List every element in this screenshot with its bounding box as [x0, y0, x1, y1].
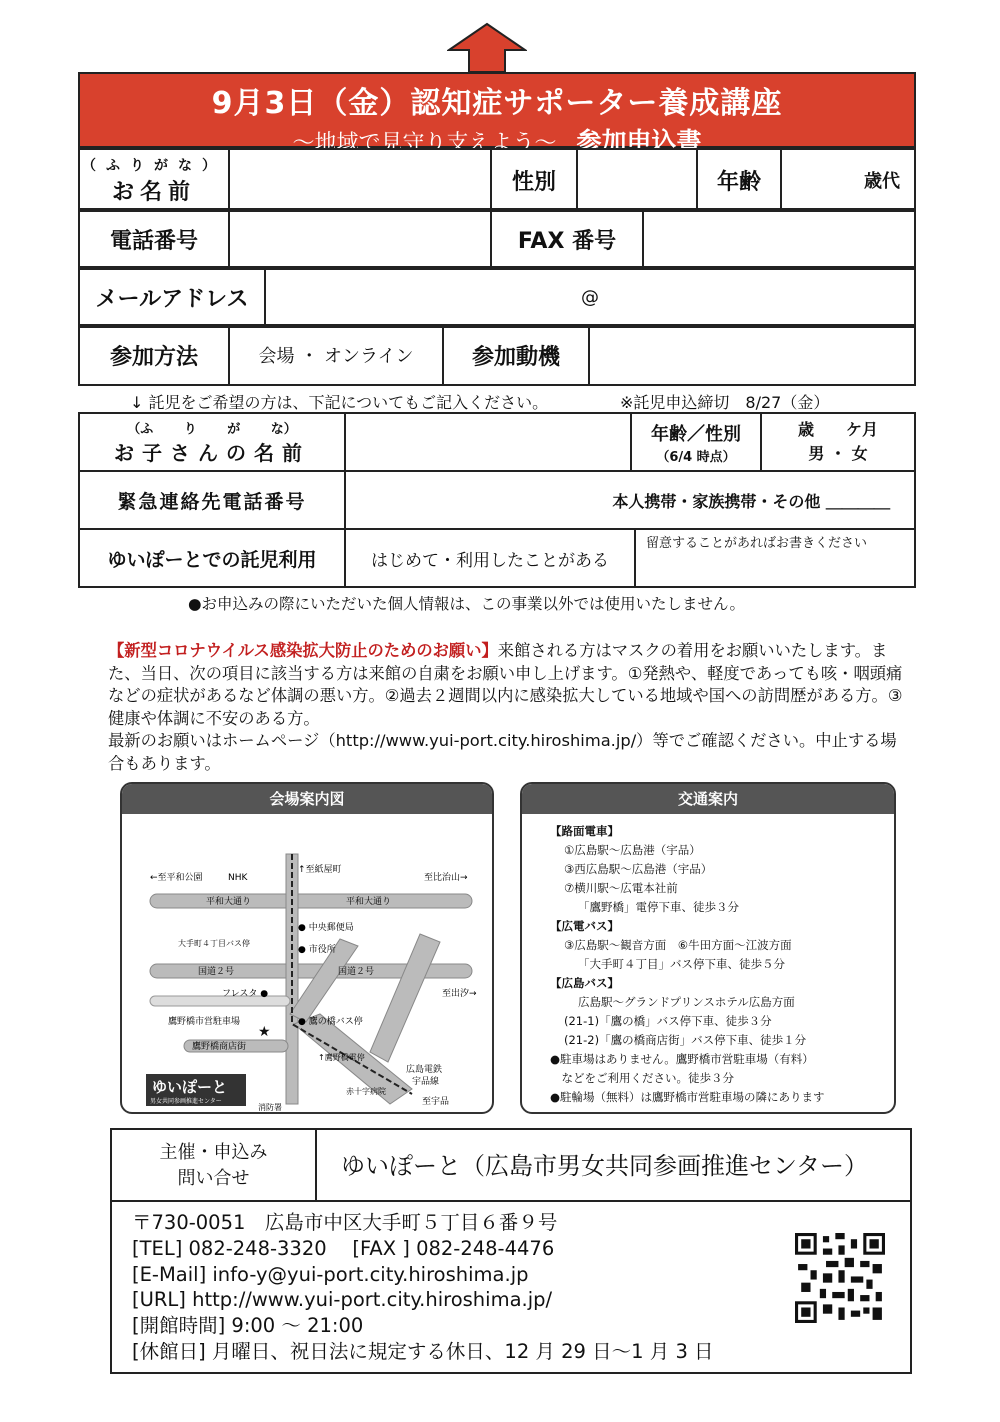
map-label-route2b: 国道２号	[338, 967, 375, 977]
child-furigana: （ふ り が な）	[127, 422, 297, 437]
map-label-tram-stop: ↑鷹野橋電停	[318, 1053, 365, 1062]
covid-heading: 【新型コロナウイルス感染拡大防止のためのお願い】	[108, 641, 498, 660]
transport-note: ●駐輪場（無料）は鷹野橋市営駐車場の隣にあります	[550, 1090, 825, 1104]
transport-sub: (21-1)「鷹の橋」バス停下車、徒歩３分	[564, 1014, 772, 1028]
map-label-parking: 鷹野橋市営駐車場	[168, 1017, 241, 1027]
closed-days: [休館日] 月曜日、祝日法に規定する休日、12 月 29 日～1 月 3 日	[132, 1339, 714, 1363]
motive-label: 参加動機	[443, 325, 589, 385]
age-gender-label: 年齢／性別	[651, 423, 741, 445]
transport-sub: 「鷹野橋」電停下車、徒歩３分	[578, 900, 739, 914]
phone-row	[78, 208, 916, 270]
transport-sub: 広島駅～グランドプリンスホテル広島方面	[578, 995, 795, 1009]
name-label: お名前	[111, 179, 196, 205]
map-label-post: ● 中央郵便局	[298, 923, 354, 933]
covid-body: 来館される方はマスクの着用をお願いいたします。また、当日、次の項目に該当する方は来館の自粛をお願い申し上げます。①発熱や、軽度であっても咳・咽頭痛などの症状があるなど体調の悪い方。②過去２週間以内に感染拡大している地域や国への訪問歴がある方。③健康や体調に不安のある方。	[108, 641, 903, 728]
phone-label: 電話番号	[79, 209, 229, 269]
transport-sub: 「大手町４丁目」バス停下車、徒歩５分	[578, 957, 785, 971]
email-label: メールアドレス	[79, 267, 265, 327]
transport-note: などをご利用ください。徒歩３分	[550, 1071, 734, 1085]
map-label-fire: 消防署	[258, 1103, 282, 1112]
venue-star-icon: ★	[258, 1024, 271, 1040]
map-label-city-hall: ● 市役所	[298, 945, 336, 955]
emergency-input[interactable]: 本人携帯・家族携帯・その他 ＿＿＿＿	[345, 471, 915, 529]
transport-line: ③広島駅～観音方面 ⑥牛田方面～江波方面	[564, 938, 792, 952]
map-label-route2a: 国道２号	[198, 967, 235, 977]
organizer-info	[110, 1128, 912, 1374]
method-row	[78, 324, 916, 386]
name-label-cell	[79, 149, 229, 211]
contact-details	[132, 1210, 714, 1365]
phone-input[interactable]	[229, 209, 491, 269]
gender-options: 男 ・ 女	[808, 444, 868, 463]
age-gender-cell	[631, 413, 761, 471]
age-input[interactable]	[781, 149, 915, 211]
child-name-label-cell	[79, 413, 345, 471]
email-link[interactable]: [E-Mail] info-y@yui-port.city.hiroshima.jp	[132, 1262, 529, 1286]
emergency-row	[78, 470, 916, 530]
map-label-to-ujina: 至宇品	[422, 1097, 450, 1107]
transport-line: ⑦横川駅～広電本社前	[564, 881, 678, 895]
map-label-bus-otemachi: 大手町４丁目バス停	[178, 939, 250, 948]
venue-map	[120, 782, 494, 1114]
notes-label: 留意することがあればお書きください	[646, 536, 868, 551]
map-label-heiwa-park: ←至平和公園	[150, 873, 203, 883]
privacy-note: ●お申込みの際にいただいた個人情報は、この事業以外では使用いたしません。	[188, 595, 745, 613]
method-label: 参加方法	[79, 325, 229, 385]
usage-label: ゆいぽーとでの託児利用	[79, 529, 345, 587]
child-age-gender-input[interactable]	[761, 413, 915, 471]
transport-title: 交通案内	[522, 784, 894, 814]
transport-guide	[520, 782, 896, 1114]
child-name-input[interactable]	[345, 413, 631, 471]
child-name-label: お子さんの名前	[114, 441, 310, 465]
form-name: 参加申込書	[576, 127, 702, 156]
transport-line: ①広島駅～広島港（宇品）	[564, 843, 701, 857]
url-link[interactable]: [URL] http://www.yui-port.city.hiroshima.jp/	[132, 1288, 553, 1312]
up-arrow-icon	[447, 22, 527, 72]
address: 〒730-0051 広島市中区大手町５丁目６番９号	[132, 1211, 558, 1234]
childcare-notice: ↓ 託児をご希望の方は、下記についてもご記入ください。	[130, 393, 549, 412]
name-input[interactable]	[229, 149, 491, 211]
event-title: 9月3日（金）認知症サポーター養成講座	[211, 86, 783, 121]
age-units: 歳 ケ月	[797, 420, 878, 439]
motive-input[interactable]	[589, 325, 915, 385]
map-label-hakushima: 至比治山→	[424, 873, 468, 883]
transport-section-head: 【広島バス】	[550, 976, 619, 990]
gender-input[interactable]	[577, 149, 697, 211]
map-label-red-cross: 赤十字病院	[346, 1087, 386, 1096]
transport-section-head: 【広電バス】	[550, 919, 619, 933]
email-at: @	[581, 286, 599, 308]
map-label-heiwa-st1: 平和大通り	[206, 897, 252, 907]
map-label-yuiport: ゆいぽーと	[152, 1078, 228, 1096]
map-label-fresta: フレスタ ●	[222, 989, 269, 999]
fax-input[interactable]	[643, 209, 915, 269]
map-label-kamiya: ↑至紙屋町	[298, 865, 342, 875]
application-form	[78, 148, 916, 212]
covid-notice	[108, 640, 908, 776]
notes-input[interactable]	[635, 529, 915, 587]
organizer-label-2: 問い合せ	[177, 1168, 250, 1189]
name-furigana: （ふりがな）	[82, 157, 226, 174]
map-label-yuiport-sub: 男女共同参画推進センター	[150, 1098, 222, 1105]
form-header	[78, 72, 916, 156]
transport-section-head: 【路面電車】	[550, 824, 619, 838]
age-label: 年齢	[697, 149, 781, 211]
transport-sub: (21-2)「鷹の橋商店街」バス停下車、徒歩１分	[564, 1033, 807, 1047]
event-subtitle: ～地域で見守り支えよう～	[292, 131, 557, 156]
map-title: 会場案内図	[122, 784, 492, 814]
fax-label: FAX 番号	[491, 209, 643, 269]
map-label-shotengai: 鷹野橋商店街	[192, 1042, 247, 1052]
method-options[interactable]: 会場 ・ オンライン	[229, 325, 443, 385]
childcare-deadline: ※託児申込締切 8/27（金）	[620, 393, 830, 412]
qr-code-icon[interactable]	[795, 1233, 885, 1323]
map-label-dentetsu: 広島電鉄	[406, 1065, 443, 1075]
transport-line: ③西広島駅～広島港（宇品）	[564, 862, 713, 876]
map-label-ujina-line: 宇品線	[412, 1077, 440, 1087]
map-label-bus-takano: ● 鷹の橋バス停	[298, 1017, 363, 1027]
usage-options[interactable]: はじめて・利用したことがある	[345, 529, 635, 587]
as-of-date: （6/4 時点）	[656, 449, 736, 465]
map-label-heiwa-st2: 平和大通り	[346, 897, 392, 907]
email-row	[78, 266, 916, 328]
emergency-label: 緊急連絡先電話番号	[79, 471, 345, 529]
opening-hours: [開館時間] 9:00 ～ 21:00	[132, 1314, 364, 1338]
map-label-deshio: 至出汐→	[442, 989, 477, 999]
organizer-label-1: 主催・申込み	[159, 1142, 268, 1163]
gender-label: 性別	[491, 149, 577, 211]
organizer-label	[112, 1130, 317, 1202]
map-label-nhk: NHK	[228, 873, 248, 883]
age-unit: 歳代	[864, 171, 900, 192]
usage-row	[78, 528, 916, 588]
organizer-name: ゆいぽーと（広島市男女共同参画推進センター）	[317, 1130, 910, 1202]
childcare-form	[78, 412, 916, 472]
email-input[interactable]	[265, 267, 915, 327]
transport-note: ●駐車場はありません。鷹野橋市営駐車場（有料）	[550, 1052, 814, 1066]
tel-fax: [TEL] 082-248-3320 [FAX ] 082-248-4476	[132, 1236, 555, 1260]
covid-body2: 最新のお願いはホームページ（http://www.yui-port.city.hiroshima.jp/）等でご確認ください。中止する場合もあります。	[108, 731, 897, 773]
transport-list	[522, 814, 894, 1107]
map-drawing	[122, 814, 492, 1112]
